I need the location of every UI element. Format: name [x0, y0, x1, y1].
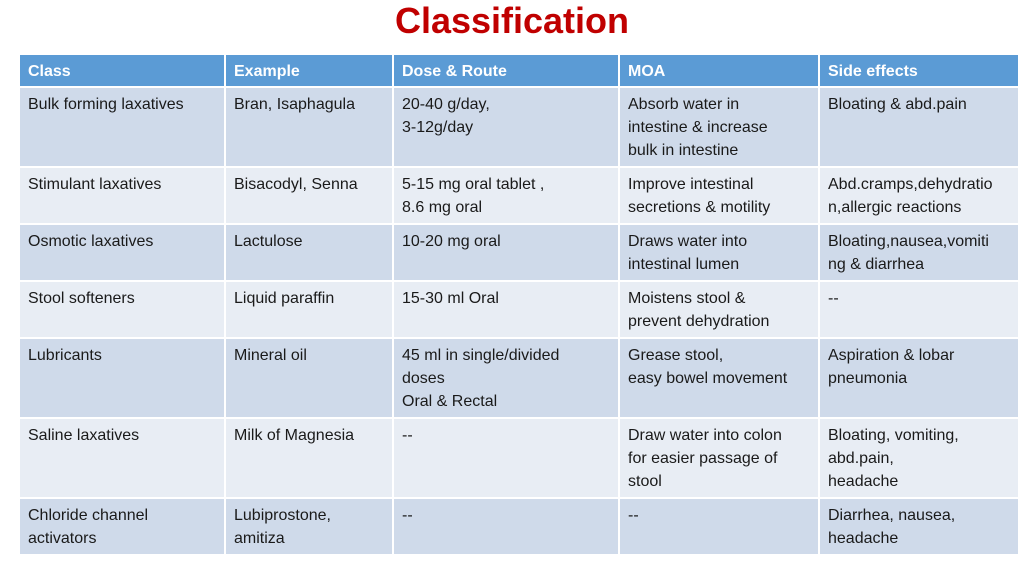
moa-cell: [619, 87, 819, 167]
table-row: [19, 224, 1019, 281]
header-example: Example: [225, 54, 393, 87]
class-cell: [19, 338, 225, 418]
example-cell: [225, 87, 393, 167]
moa-cell: [619, 167, 819, 224]
side-effects-cell: [819, 281, 1019, 338]
cell-line: stool: [628, 473, 662, 490]
cell-line: --: [828, 290, 839, 307]
table-row: [19, 167, 1019, 224]
class-cell: [19, 418, 225, 498]
class-cell: [19, 87, 225, 167]
header-dose-route: Dose & Route: [393, 54, 619, 87]
cell-line: bulk in intestine: [628, 142, 739, 159]
side-effects-cell: [819, 498, 1019, 555]
cell-line: Bisacodyl, Senna: [234, 176, 358, 193]
example-cell: [225, 498, 393, 555]
cell-line: Draws water into: [628, 233, 748, 250]
cell-line: for easier passage of: [628, 450, 778, 467]
dose-route-cell: [393, 224, 619, 281]
cell-line: Bloating, vomiting,: [828, 427, 959, 444]
header-side-effects: Side effects: [819, 54, 1019, 87]
side-effects-cell: [819, 167, 1019, 224]
cell-line: --: [402, 507, 413, 524]
dose-route-cell: [393, 167, 619, 224]
cell-line: Abd.cramps,dehydratio: [828, 176, 993, 193]
cell-line: headache: [828, 473, 899, 490]
side-effects-cell: [819, 87, 1019, 167]
cell-line: prevent dehydration: [628, 313, 770, 330]
cell-line: Chloride channel: [28, 507, 149, 524]
side-effects-cell: [819, 338, 1019, 418]
moa-cell: [619, 498, 819, 555]
cell-line: intestinal lumen: [628, 256, 740, 273]
cell-line: amitiza: [234, 530, 285, 547]
table-row: [19, 498, 1019, 555]
cell-line: Grease stool,: [628, 347, 724, 364]
cell-line: Stimulant laxatives: [28, 176, 162, 193]
cell-line: Draw water into colon: [628, 427, 782, 444]
dose-route-cell: [393, 281, 619, 338]
cell-line: 8.6 mg oral: [402, 199, 483, 216]
cell-line: Oral & Rectal: [402, 393, 498, 410]
header-row: [19, 54, 1019, 87]
cell-line: headache: [828, 530, 899, 547]
example-cell: [225, 167, 393, 224]
cell-line: Milk of Magnesia: [234, 427, 355, 444]
cell-line: 10-20 mg oral: [402, 233, 501, 250]
cell-line: Aspiration & lobar: [828, 347, 955, 364]
cell-line: Diarrhea, nausea,: [828, 507, 956, 524]
cell-line: pneumonia: [828, 370, 908, 387]
table-body: [19, 87, 1019, 555]
cell-line: Bran, Isaphagula: [234, 96, 355, 113]
cell-line: Lubiprostone,: [234, 507, 331, 524]
side-effects-cell: [819, 224, 1019, 281]
cell-line: --: [402, 427, 413, 444]
cell-line: Liquid paraffin: [234, 290, 335, 307]
cell-line: ng & diarrhea: [828, 256, 925, 273]
example-cell: [225, 418, 393, 498]
example-cell: [225, 224, 393, 281]
cell-line: Improve intestinal: [628, 176, 754, 193]
cell-line: Absorb water in: [628, 96, 740, 113]
cell-line: 20-40 g/day,: [402, 96, 490, 113]
cell-line: doses: [402, 370, 445, 387]
cell-line: 3-12g/day: [402, 119, 474, 136]
moa-cell: [619, 224, 819, 281]
table-row: [19, 281, 1019, 338]
cell-line: Moistens stool &: [628, 290, 746, 307]
cell-line: secretions & motility: [628, 199, 771, 216]
cell-line: Lactulose: [234, 233, 303, 250]
table-row: [19, 87, 1019, 167]
side-effects-cell: [819, 418, 1019, 498]
cell-line: Stool softeners: [28, 290, 135, 307]
class-cell: [19, 167, 225, 224]
cell-line: easy bowel movement: [628, 370, 788, 387]
cell-line: Bloating & abd.pain: [828, 96, 967, 113]
dose-route-cell: [393, 87, 619, 167]
cell-line: Bulk forming laxatives: [28, 96, 184, 113]
cell-line: activators: [28, 530, 97, 547]
header-class: Class: [19, 54, 225, 87]
cell-line: abd.pain,: [828, 450, 894, 467]
dose-route-cell: [393, 418, 619, 498]
slide-title: Classification: [394, 0, 630, 41]
moa-cell: [619, 281, 819, 338]
table-row: [19, 338, 1019, 418]
class-cell: [19, 224, 225, 281]
dose-route-cell: [393, 338, 619, 418]
cell-line: 5-15 mg oral tablet ,: [402, 176, 545, 193]
class-cell: [19, 498, 225, 555]
classification-table: [18, 53, 1020, 556]
table-row: [19, 418, 1019, 498]
cell-line: Osmotic laxatives: [28, 233, 154, 250]
header-moa: MOA: [619, 54, 819, 87]
cell-line: 45 ml in single/divided: [402, 347, 560, 364]
cell-line: Saline laxatives: [28, 427, 140, 444]
cell-line: intestine & increase: [628, 119, 768, 136]
moa-cell: [619, 338, 819, 418]
example-cell: [225, 281, 393, 338]
cell-line: Bloating,nausea,vomiti: [828, 233, 989, 250]
cell-line: Mineral oil: [234, 347, 307, 364]
cell-line: n,allergic reactions: [828, 199, 962, 216]
cell-line: 15-30 ml Oral: [402, 290, 499, 307]
dose-route-cell: [393, 498, 619, 555]
example-cell: [225, 338, 393, 418]
cell-line: Lubricants: [28, 347, 102, 364]
class-cell: [19, 281, 225, 338]
cell-line: --: [628, 507, 639, 524]
moa-cell: [619, 418, 819, 498]
